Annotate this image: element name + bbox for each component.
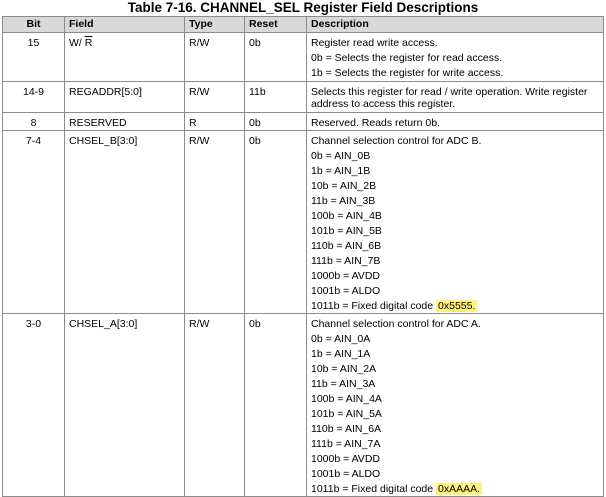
cell-bit: 15	[3, 33, 65, 82]
cell-description: Selects this register for read / write operation. Write register address to access this register.	[307, 82, 604, 113]
description-line-fixed-code	[311, 483, 599, 495]
highlighted-code: 0x5555.	[438, 300, 476, 312]
fixed-code-prefix: 1011b = Fixed digital code	[311, 300, 437, 312]
cell-bit: 7-4	[3, 131, 65, 314]
table-row	[3, 314, 604, 497]
cell-bit: 14-9	[3, 82, 65, 113]
table-row	[3, 113, 604, 131]
description-line: 111b = AIN_7B	[311, 255, 381, 267]
header-reset: Reset	[245, 17, 307, 33]
highlighted-code: 0xAAAA.	[438, 483, 481, 495]
cell-type: R/W	[185, 82, 245, 113]
table-row	[3, 131, 604, 314]
cell-field	[65, 33, 185, 82]
description-line: 1b = AIN_1A	[311, 348, 371, 360]
description-line: Register read write access.	[311, 37, 438, 49]
description-line: 1000b = AVDD	[311, 453, 380, 465]
register-field-table	[2, 16, 604, 497]
description-line: 0b = AIN_0A	[311, 333, 371, 345]
description-line: 10b = AIN_2B	[311, 180, 377, 192]
cell-field: CHSEL_A[3:0]	[65, 314, 185, 497]
description-line: 11b = AIN_3A	[311, 378, 376, 390]
field-overline: $\overline{R}$	[84, 37, 93, 49]
description-line: 10b = AIN_2A	[311, 363, 377, 375]
cell-field: RESERVED	[65, 113, 185, 131]
description-line: 1b = AIN_1B	[311, 165, 371, 177]
cell-reset: 0b	[245, 314, 307, 497]
header-field: Field	[65, 17, 185, 33]
description-line: 0b = Selects the register for read access.	[311, 52, 503, 64]
table-title: Table 7-16. CHANNEL_SEL Register Field Descriptions	[127, 0, 479, 15]
description-line: 100b = AIN_4B	[311, 210, 382, 222]
description-line: 110b = AIN_6B	[311, 240, 382, 252]
cell-type: R	[185, 113, 245, 131]
description-line: 1001b = ALDO	[311, 285, 381, 297]
description-line: 0b = AIN_0B	[311, 150, 371, 162]
table-row	[3, 82, 604, 113]
table-row	[3, 33, 604, 82]
description-line: 100b = AIN_4A	[311, 393, 382, 405]
description-line: 111b = AIN_7A	[311, 438, 381, 450]
description-line: 110b = AIN_6A	[311, 423, 382, 435]
cell-reset: 0b	[245, 131, 307, 314]
header-bit: Bit	[3, 17, 65, 33]
description-line: Channel selection control for ADC B.	[311, 135, 482, 147]
cell-description	[307, 33, 604, 82]
cell-type: R/W	[185, 314, 245, 497]
header-type: Type	[185, 17, 245, 33]
header-description: Description	[307, 17, 604, 33]
cell-reset: 11b	[245, 82, 307, 113]
description-line: 1b = Selects the register for write access.	[311, 67, 504, 79]
cell-bit: 8	[3, 113, 65, 131]
cell-reset: 0b	[245, 113, 307, 131]
cell-type: R/W	[185, 131, 245, 314]
cell-field: CHSEL_B[3:0]	[65, 131, 185, 314]
description-line: 1000b = AVDD	[311, 270, 380, 282]
cell-description	[307, 314, 604, 497]
cell-reset: 0b	[245, 33, 307, 82]
description-line: 101b = AIN_5B	[311, 225, 382, 237]
table-header-row	[3, 17, 604, 33]
description-line: Channel selection control for ADC A.	[311, 318, 481, 330]
description-line: 101b = AIN_5A	[311, 408, 382, 420]
cell-type: R/W	[185, 33, 245, 82]
description-line-fixed-code	[311, 300, 599, 312]
description-line: 11b = AIN_3B	[311, 195, 376, 207]
cell-description	[307, 131, 604, 314]
cell-description: Reserved. Reads return 0b.	[307, 113, 604, 131]
cell-bit: 3-0	[3, 314, 65, 497]
description-line: 1001b = ALDO	[311, 468, 381, 480]
cell-field: REGADDR[5:0]	[65, 82, 185, 113]
fixed-code-prefix: 1011b = Fixed digital code	[311, 483, 437, 495]
field-prefix: W/	[69, 37, 85, 49]
